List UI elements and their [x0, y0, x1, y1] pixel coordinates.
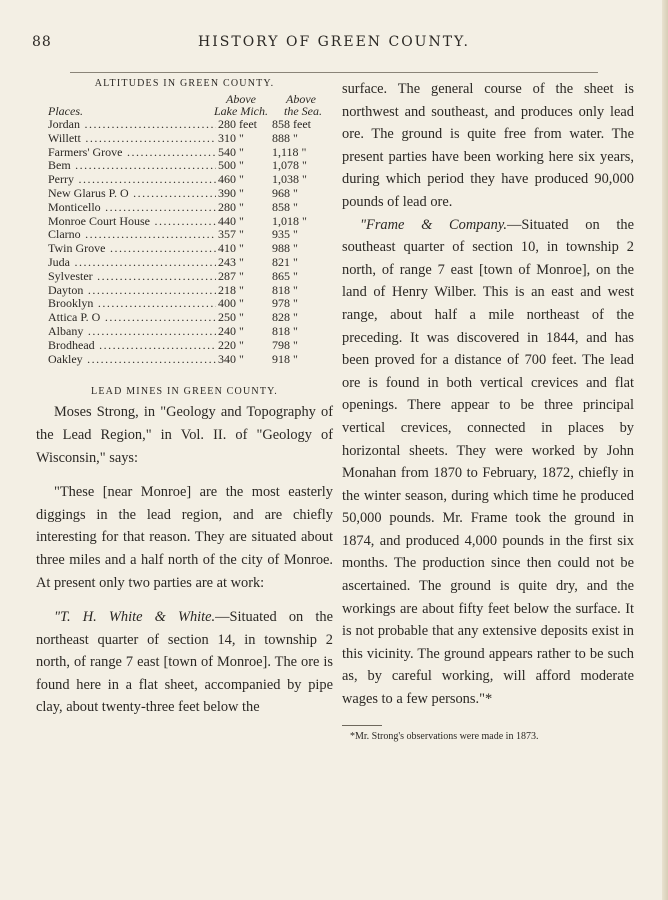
paragraph-quote-start: "These [near Monroe] are the most easterly diggings in the lead region, and are chiefly interesting for that reason. They are situated about three miles and a half north of the city of Monroe. At present only two parties are at work: [36, 484, 333, 591]
white-name: "T. H. White & White. [54, 609, 216, 626]
sea-altitude: 1,078 " [272, 158, 307, 173]
sea-altitude: 858 feet [272, 117, 311, 131]
place-name: Attica P. O ..... [48, 311, 242, 325]
table-row [36, 187, 333, 201]
lake-altitude: 243 " [216, 256, 290, 270]
place-name: Willett ..... [48, 132, 242, 146]
lake-altitude: 220 " [216, 339, 290, 353]
page-header [0, 34, 668, 54]
table-row [36, 118, 333, 132]
lake-altitude: 390 " [216, 187, 290, 201]
table-row [36, 353, 333, 367]
lake-altitude: 250 " [216, 311, 290, 325]
lake-altitude: 240 " [216, 325, 290, 339]
lake-altitude: 280 feet [216, 118, 290, 132]
place-name: Sylvester ..... [48, 270, 242, 284]
sea-altitude: 935 " [272, 227, 298, 242]
sea-altitude: 1,038 " [272, 172, 307, 187]
place-name: Monroe Court House ..... [48, 215, 242, 229]
col-lake-header-2: Lake Mich. [214, 104, 268, 118]
lake-altitude: 400 " [216, 297, 290, 311]
lake-altitude: 440 " [216, 215, 290, 229]
place-name: Brodhead ..... [48, 339, 242, 353]
sea-altitude: 988 " [272, 241, 298, 256]
table-row [36, 173, 333, 187]
table-row [36, 256, 333, 270]
place-name: Dayton ..... [48, 284, 242, 298]
col-sea-header-2: the Sea. [284, 104, 322, 118]
footnote: *Mr. Strong's observations were made in 1873. [350, 730, 539, 742]
table-row [36, 146, 333, 160]
sea-altitude: 1,018 " [272, 213, 307, 228]
sea-altitude: 821 " [272, 254, 298, 269]
table-row [36, 201, 333, 215]
sea-altitude: 978 " [272, 296, 298, 311]
sea-altitude: 918 " [272, 351, 298, 366]
sea-altitude: 818 " [272, 323, 298, 338]
page-edge-shadow [662, 0, 668, 900]
running-title: HISTORY OF GREEN COUNTY. [198, 34, 470, 50]
lake-altitude: 340 " [216, 353, 290, 367]
place-name: Monticello ..... [48, 201, 242, 215]
table-row [36, 242, 333, 256]
header-rule [70, 72, 598, 73]
footnote-rule [342, 725, 382, 726]
place-name: Clarno ..... [48, 228, 242, 242]
right-column [342, 78, 634, 743]
sea-altitude: 858 " [272, 199, 298, 214]
place-name: Farmers' Grove ..... [48, 146, 242, 160]
paragraph-white-cont: surface. The general course of the sheet is northwest and southeast, and produces only lead ore. The ground is quite free from water. The present parties have been working here six years, during which period they have produced 90,000 pounds of lead ore. [342, 81, 634, 210]
table-row [36, 325, 333, 339]
col-lake-header-1: Above [226, 92, 256, 106]
lake-altitude: 500 " [216, 159, 290, 173]
lake-altitude: 357 " [216, 228, 290, 242]
paragraph-white [36, 606, 333, 719]
table-row [36, 284, 333, 298]
page-number: 88 [32, 34, 52, 50]
sea-altitude: 968 " [272, 185, 298, 200]
lake-altitude: 287 " [216, 270, 290, 284]
sea-altitude: 888 " [272, 130, 298, 145]
place-name: Juda ..... [48, 256, 242, 270]
lead-mines-title: LEAD MINES IN GREEN COUNTY. [91, 386, 278, 398]
place-name: Albany ..... [48, 325, 242, 339]
table-row [36, 297, 333, 311]
sea-altitude: 798 " [272, 337, 298, 352]
table-row [36, 215, 333, 229]
paragraph-frame [342, 214, 634, 711]
table-row [36, 311, 333, 325]
place-name: Oakley ..... [48, 353, 242, 367]
place-name: Perry ..... [48, 173, 242, 187]
sea-altitude: 828 " [272, 310, 298, 325]
left-column [36, 78, 333, 719]
altitudes-table-header [36, 92, 333, 118]
sea-altitude: 1,118 " [272, 144, 307, 159]
lake-altitude: 280 " [216, 201, 290, 215]
paragraph-intro: Moses Strong, in "Geology and Topography of the Lead Region," in Vol. II. of "Geology of Wisconsin," says: [36, 404, 333, 466]
altitudes-title: ALTITUDES IN GREEN COUNTY. [94, 78, 275, 89]
table-row [36, 132, 333, 146]
altitudes-table [36, 118, 333, 366]
place-name: Bem ..... [48, 159, 242, 173]
place-name: Brooklyn ..... [48, 297, 242, 311]
table-row [36, 228, 333, 242]
col-places-header: Places. [48, 104, 83, 118]
table-row [36, 159, 333, 173]
lake-altitude: 410 " [216, 242, 290, 256]
lake-altitude: 460 " [216, 173, 290, 187]
table-row [36, 339, 333, 353]
place-name: Jordan ..... [48, 118, 242, 132]
sea-altitude: 818 " [272, 282, 298, 297]
col-sea-header-1: Above [286, 92, 316, 106]
sea-altitude: 865 " [272, 268, 298, 283]
lake-altitude: 310 " [216, 132, 290, 146]
lake-altitude: 218 " [216, 284, 290, 298]
place-name: New Glarus P. O ..... [48, 187, 242, 201]
white-text: —Situated on the northeast quarter of section 14, in township 2 north, of range 7 east [town of Monroe]. The ore is found here in a flat sheet, accompanied by pipe clay, about twenty-three feet below the [36, 609, 333, 716]
frame-text: —Situated on the southeast quarter of section 10, in township 2 north, of range 7 east [town of Monroe], on the land of Henry Wilber. This is an east and west range, about half a mile northeast of the preceding. It was discovered in 1844, and has been proved for a distance of 700 feet. The lead ore is found in both vertical crevices and flat openings. There appear to be three principal vertical crevices, connected in places by horizontal sheets. They were worked by John Monahan from 1870 to February, 1872, chiefly in the winter season, during which time he produced 50,000 pounds. Mr. Frame took the ground in 1874, and produced 4,000 pounds in the first six months. The production since then could not be ascertained. The ground is quite dry, and the workings are about fifty feet below the surface. It is not probable that any extensive deposits exist in this vicinity. The ground appears rather to be such as, by careful working, will afford moderate wages to a few persons."* [342, 216, 634, 708]
place-name: Twin Grove ..... [48, 242, 242, 256]
lake-altitude: 540 " [216, 146, 290, 160]
frame-name: "Frame & Company. [360, 216, 508, 233]
table-row [36, 270, 333, 284]
